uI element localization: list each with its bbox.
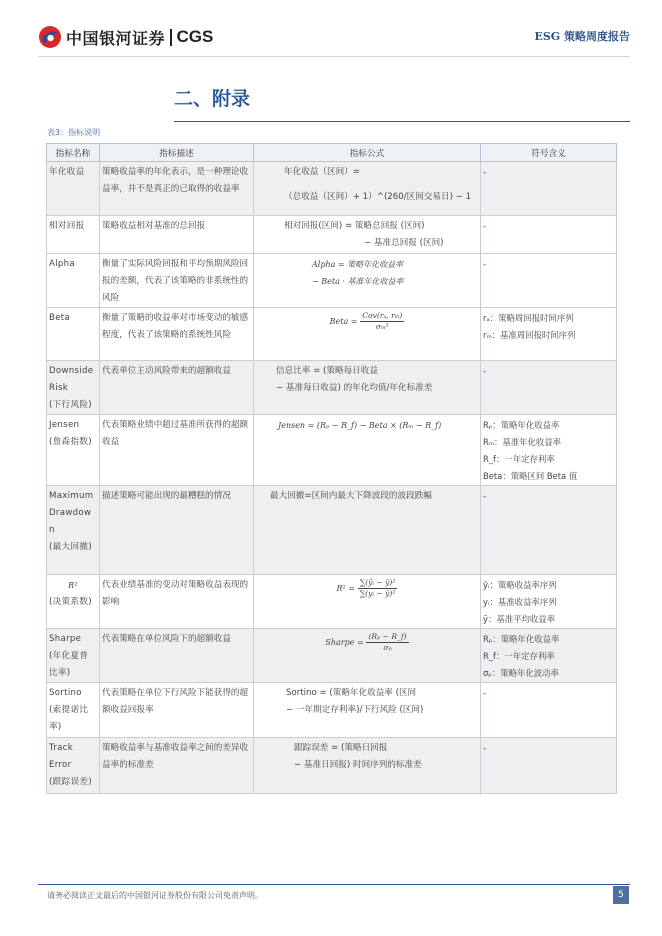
symbol-meaning: Rₚ：策略年化收益率 Rₘ：基准年化收益率 R_f：一年定存利率 Beta：策略区间 Beta 值 [481, 415, 617, 486]
metric-name: 相对回报 [47, 216, 100, 254]
table-row [47, 162, 617, 216]
metric-name: R² (决策系数) [47, 575, 100, 629]
metric-formula: 年化收益（区间）= （总收益（区间）+ 1）^(260/区间交易日) − 1 [254, 162, 481, 216]
table-row [47, 683, 617, 738]
table-row [47, 486, 617, 575]
column-header: 符号含义 [481, 144, 617, 162]
metric-formula: Beta = $\frac{\text{Cov(rₐ, rₘ)}}{\text{σₘ²}}$ [254, 308, 481, 361]
column-header: 指标描述 [100, 144, 254, 162]
metric-description: 衡量了策略的收益率对市场变动的敏感程度，代表了该策略的系统性风险 [100, 308, 254, 361]
metric-description: 代表单位主动风险带来的超额收益 [100, 361, 254, 415]
metric-name: Beta [47, 308, 100, 361]
metric-name: Alpha [47, 254, 100, 308]
metric-name: Jensen (詹森指数) [47, 415, 100, 486]
cgs-logo-icon [38, 25, 62, 49]
logo-chinese-name: 中国银河证券 [66, 28, 166, 48]
metric-description: 策略收益相对基准的总回报 [100, 216, 254, 254]
table-caption: 表3：指标说明 [47, 128, 101, 137]
brand-logo [38, 24, 213, 50]
table-row [47, 629, 617, 683]
metric-formula: 信息比率 = (策略每日收益 − 基准每日收益) 的年化均值/年化标准差 [254, 361, 481, 415]
table-row [47, 254, 617, 308]
table-row [47, 361, 617, 415]
section-divider [174, 121, 630, 122]
metric-formula: Jensen = (Rₚ − R_f) − Beta × (Rₘ − R_f) [254, 415, 481, 486]
metric-name: Downside Risk (下行风险) [47, 361, 100, 415]
section-title: 二、附录 [174, 88, 251, 110]
metric-formula: Alpha = 策略年化收益率 − Beta · 基准年化收益率 [254, 254, 481, 308]
table-row [47, 575, 617, 629]
metric-description: 代表策略业绩中超过基准所获得的超额收益 [100, 415, 254, 486]
table-header-row [47, 144, 617, 162]
metric-description: 衡量了实际风险回报和平均预期风险回报的差额，代表了该策略的非系统性的风险 [100, 254, 254, 308]
column-header: 指标公式 [254, 144, 481, 162]
symbol-meaning: - [481, 361, 617, 415]
metric-formula: R² = $\frac{\text{∑(ŷᵢ − ȳ)²}}{\text{∑(yᵢ − ȳ)²}}$ [254, 575, 481, 629]
metric-formula: 跟踪误差 = (策略日回报 − 基准日回报) 时间序列的标准差 [254, 738, 481, 794]
table-row [47, 738, 617, 794]
symbol-meaning: - [481, 216, 617, 254]
symbol-meaning: Rₚ：策略年化收益率 R_f：一年定存利率 σₚ：策略年化波动率 [481, 629, 617, 683]
metric-name: Maximum Drawdow n (最大回撤) [47, 486, 100, 575]
column-header: 指标名称 [47, 144, 100, 162]
metric-description: 代表策略在单位风险下的超额收益 [100, 629, 254, 683]
symbol-meaning: - [481, 254, 617, 308]
metric-name: Sharpe (年化夏普 比率) [47, 629, 100, 683]
metric-description: 代表业绩基准的变动对策略收益表现的影响 [100, 575, 254, 629]
metric-formula: 相对回报(区间) = 策略总回报 (区间) − 基准总回报 (区间) [254, 216, 481, 254]
metric-name: Track Error (跟踪误差) [47, 738, 100, 794]
metric-description: 策略收益率的年化表示，是一种理论收益率，并不是真正的已取得的收益率 [100, 162, 254, 216]
metric-description: 代表策略在单位下行风险下能获得的超额收益回报率 [100, 683, 254, 738]
metrics-table [46, 143, 617, 794]
symbol-meaning: - [481, 738, 617, 794]
metric-description: 策略收益率与基准收益率之间的差异收益率的标准差 [100, 738, 254, 794]
metric-name: 年化收益 [47, 162, 100, 216]
symbol-meaning: - [481, 486, 617, 575]
metric-formula: Sharpe = $\frac{\text{(Rₚ − R\_f)}}{\text{σₚ}}$ [254, 629, 481, 683]
page-number: 5 [613, 886, 629, 904]
metric-description: 描述策略可能出现的最糟糕的情况 [100, 486, 254, 575]
report-title: ESG 策略周度报告 [534, 30, 630, 43]
logo-english-name: CGS [176, 27, 214, 46]
footer-divider [38, 884, 630, 885]
symbol-meaning: - [481, 162, 617, 216]
logo-separator [170, 29, 172, 46]
table-row [47, 415, 617, 486]
table-row [47, 308, 617, 361]
header-divider [38, 56, 630, 57]
symbol-meaning: - [481, 683, 617, 738]
metric-formula: Sortino = (策略年化收益率 (区间 − 一年期定存利率)/下行风险 (区间) [254, 683, 481, 738]
metric-name: Sortino (索提诺比 率) [47, 683, 100, 738]
metric-formula: 最大回撤=区间内最大下降波段的波段跌幅 [254, 486, 481, 575]
table-row [47, 216, 617, 254]
symbol-meaning: rₐ：策略周回报时间序列 rₘ：基准周回报时间序列 [481, 308, 617, 361]
symbol-meaning: ŷᵢ：策略收益率序列 yᵢ：基准收益率序列 ȳ：基准平均收益率 [481, 575, 617, 629]
footer-disclaimer: 请务必阅读正文最后的中国银河证券股份有限公司免责声明。 [47, 891, 263, 900]
